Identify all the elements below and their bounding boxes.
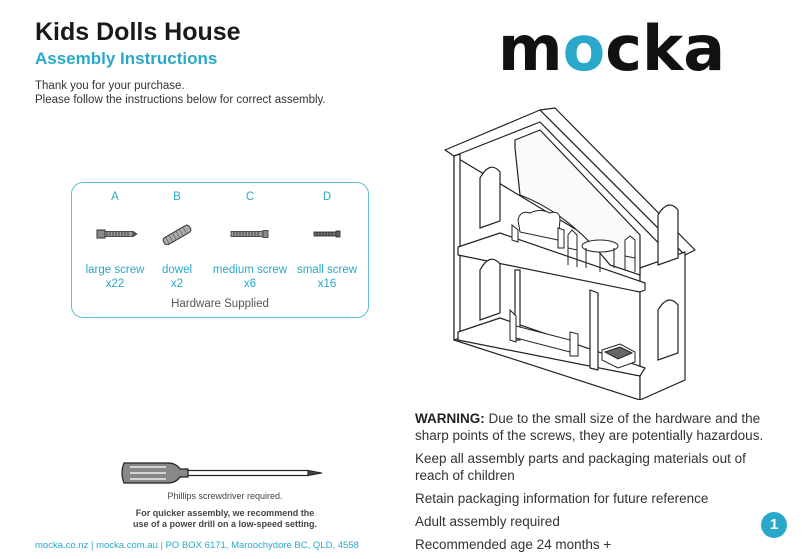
hardware-qty: x16: [317, 278, 337, 290]
hardware-letter: C: [245, 191, 255, 203]
screwdriver-icon: [118, 455, 328, 491]
hardware-letter: A: [111, 191, 119, 203]
page-number-badge: 1: [761, 512, 787, 538]
warnings-section: [415, 410, 775, 559]
hardware-letter: D: [322, 191, 332, 203]
intro-text: [35, 79, 326, 107]
logo-o: o: [562, 12, 606, 85]
logo-m: m: [498, 12, 563, 85]
hardware-qty: x2: [170, 278, 184, 290]
drill-note-line-2: use of a power drill on a low-speed setting.: [132, 519, 318, 529]
dowel-icon: [142, 221, 212, 245]
warning-text: Due to the small size of the hardware and the sharp points of the screws, they are potentially hazardous.: [415, 411, 764, 443]
hardware-name-qty: [142, 263, 212, 291]
hardware-name: large screw: [85, 264, 145, 276]
drill-note: [100, 508, 350, 530]
warning-item-4: Recommended age 24 months +: [415, 537, 612, 552]
page-subtitle: Assembly Instructions: [35, 49, 218, 68]
warning-item-2: Retain packaging information for future reference: [415, 491, 709, 506]
warning-item-3: Adult assembly required: [415, 514, 560, 529]
warning-item-1: Keep all assembly parts and packaging materials out of reach of children: [415, 451, 746, 483]
logo-rest: cka: [605, 12, 726, 85]
intro-line-2: Please follow the instructions below for correct assembly.: [35, 94, 326, 106]
page-title: Kids Dolls House: [35, 18, 241, 46]
hardware-name: small screw: [296, 264, 358, 276]
warning-paragraph: [415, 410, 775, 444]
hardware-name: medium screw: [212, 264, 288, 276]
screwdriver-note: Phillips screwdriver required.: [167, 491, 283, 501]
hardware-name: dowel: [161, 264, 193, 276]
footer-contact: mocka.co.nz | mocka.com.au | PO BOX 6171, Maroochydore BC, QLD, 4558: [35, 540, 359, 551]
warning-label: WARNING:: [415, 411, 485, 426]
drill-note-line-1: For quicker assembly, we recommend the: [135, 508, 315, 518]
hardware-name-qty: [284, 263, 370, 291]
hardware-letter: B: [173, 191, 181, 203]
hardware-name-qty: [207, 263, 293, 291]
medium-screw-icon: [207, 221, 293, 245]
hardware-qty: x22: [105, 278, 125, 290]
intro-line-1: Thank you for your purchase.: [35, 80, 185, 92]
hardware-box: [71, 182, 369, 318]
mocka-logo: [498, 14, 725, 84]
dolls-house-illustration: [440, 100, 770, 400]
hardware-qty: x6: [243, 278, 257, 290]
hardware-caption: Hardware Supplied: [171, 298, 269, 310]
small-screw-icon: [284, 221, 370, 245]
